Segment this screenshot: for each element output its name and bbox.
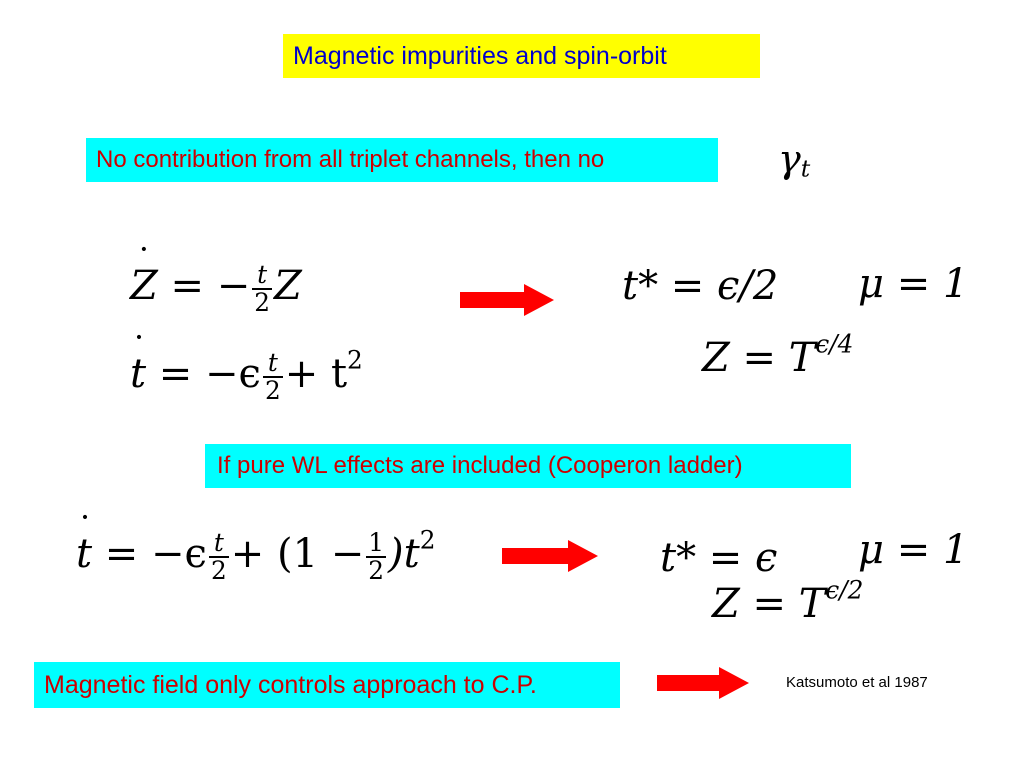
eq3-fraction-2 [366, 530, 386, 584]
eq1-rhs-lead: = − [170, 263, 251, 310]
gamma-symbol: γ [778, 137, 801, 181]
arrow-right-icon [500, 539, 600, 573]
eq2-rhs-tail: + t [284, 351, 348, 398]
fixed-point-t-star-2: t* = ϵ [660, 535, 778, 581]
gamma-subscript: t [800, 154, 811, 183]
equation-t-dot [130, 345, 363, 406]
eq3-frac1-den: 2 [210, 556, 227, 586]
arrow-right-icon [655, 666, 751, 700]
eq3-lhs: ˙ t [76, 534, 92, 574]
equation-t-dot-wl [76, 525, 436, 586]
eq2-lhs: ˙ t [130, 354, 146, 394]
eq3-tail: )t [388, 531, 420, 578]
citation: Katsumoto et al 1987 [786, 674, 928, 691]
eq3-frac1-num: t [209, 530, 229, 558]
eq1-fraction [252, 262, 272, 316]
eq1-rhs-tail: Z [274, 263, 302, 310]
eq3-fraction-1 [209, 530, 229, 584]
scaling-z-1 [702, 329, 854, 381]
eq2-rhs-lead: = −ϵ [158, 351, 261, 398]
exponent-mu-2: μ = 1 [858, 527, 969, 573]
scaling-z-2 [712, 575, 864, 627]
eq2-frac-num: t [263, 350, 283, 378]
eq3-frac2-num: 1 [368, 528, 385, 557]
eq3-rhs-lead: = −ϵ [104, 531, 207, 578]
res4-sup: ϵ/2 [825, 575, 864, 605]
eq3-frac2-den: 2 [368, 556, 385, 586]
eq2-sup: 2 [347, 345, 363, 375]
res2-sup: ϵ/4 [815, 329, 854, 359]
res2-base: Z = T [702, 335, 816, 381]
equation-z-dot [130, 262, 302, 316]
eq3-sup: 2 [419, 525, 436, 555]
eq3-mid: + (1 − [230, 531, 365, 578]
slide-title: Magnetic impurities and spin-orbit [283, 34, 760, 78]
arrow-right-icon [458, 283, 556, 317]
weak-localization-box: If pure WL effects are included (Cooperon ladder) [205, 444, 851, 488]
eq1-frac-num: t [252, 262, 272, 290]
magnetic-field-box: Magnetic field only controls approach to C.P. [34, 662, 620, 708]
exponent-mu-1: μ = 1 [858, 261, 969, 307]
eq1-frac-den: 2 [254, 288, 271, 318]
fixed-point-t-star-1: t* = ϵ/2 [622, 263, 779, 309]
gamma-t-symbol [778, 137, 811, 183]
triplet-note-box: No contribution from all triplet channels, then no [86, 138, 718, 182]
eq2-frac-den: 2 [264, 376, 281, 406]
eq2-fraction [263, 350, 283, 404]
eq1-lhs: ˙ Z [130, 266, 158, 306]
res4-base: Z = T [712, 581, 826, 627]
